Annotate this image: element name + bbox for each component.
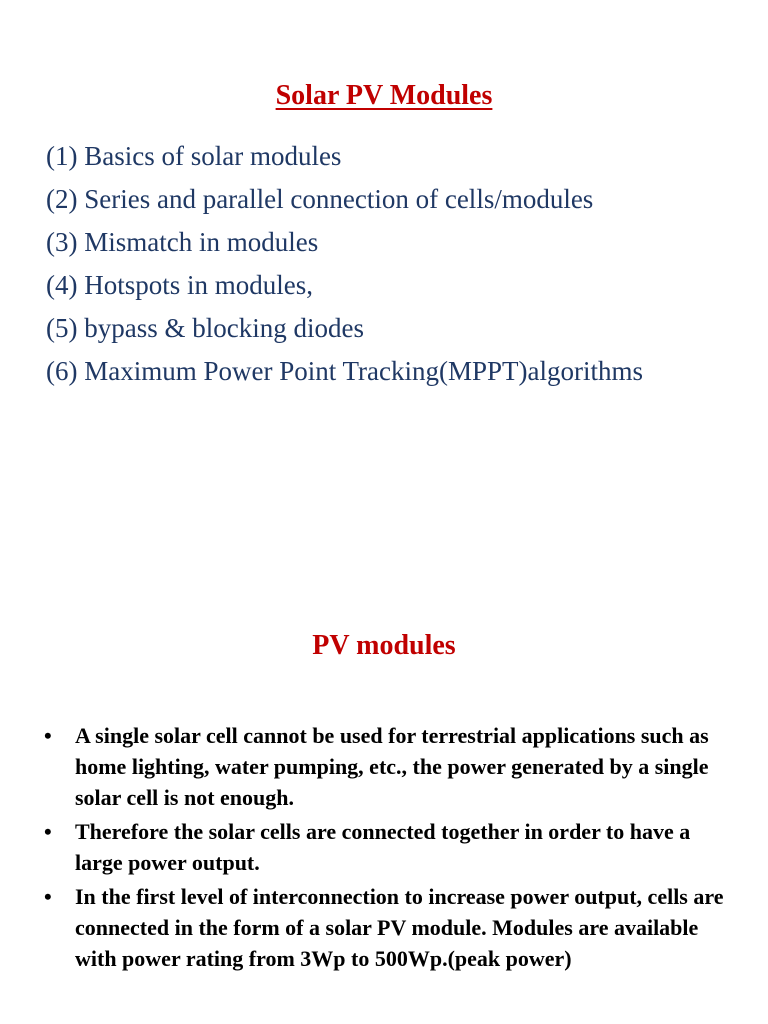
slide-title: Solar PV Modules: [275, 80, 493, 111]
bullet-icon: •: [44, 723, 52, 748]
bullet-text: In the first level of interconnection to increase power output, cells are connected in the form of a solar PV module. Modules are available with power rating from 3Wp to 500Wp.(peak power): [75, 884, 724, 971]
topic-list: [46, 138, 746, 396]
slide-pv-modules: [0, 560, 768, 1024]
topic-item: (3) Mismatch in modules: [46, 227, 319, 257]
bullet-text: A single solar cell cannot be used for terrestrial applications such as home lighting, water pumping, etc., the power generated by a single solar cell is not enough.: [75, 723, 709, 810]
topic-item: (5) bypass & blocking diodes: [46, 313, 364, 343]
slide-title: PV modules: [312, 630, 456, 661]
topic-item: (2) Series and parallel connection of cells/modules: [46, 184, 594, 214]
topic-item: (1) Basics of solar modules: [46, 141, 342, 171]
bullet-item: [44, 720, 734, 813]
bullet-list: [44, 720, 734, 977]
bullet-icon: •: [44, 819, 52, 844]
bullet-icon: •: [44, 884, 52, 909]
topic-item: (6) Maximum Power Point Tracking(MPPT)algorithms: [46, 356, 644, 386]
bullet-text: Therefore the solar cells are connected together in order to have a large power output.: [75, 819, 691, 875]
bullet-item: [44, 881, 734, 974]
topic-item: (4) Hotspots in modules,: [46, 270, 313, 300]
bullet-item: [44, 816, 734, 878]
